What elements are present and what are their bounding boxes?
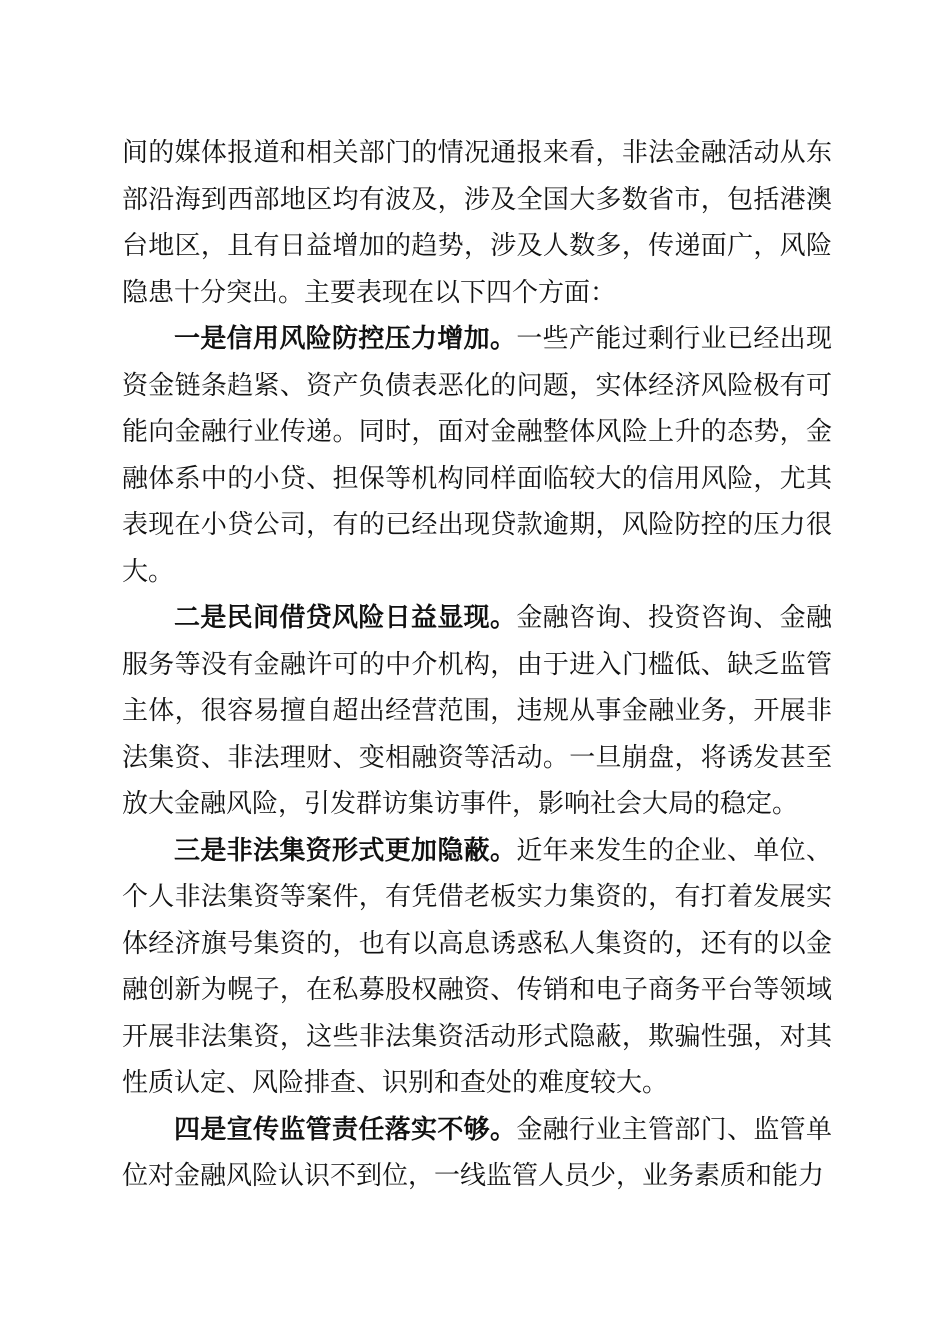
paragraph-text: 金融行业主管部门、监管单位对金融风险认识不到位，一线监管人员少，业务素质和能力	[122, 1114, 832, 1191]
paragraph-text: 一些产能过剩行业已经出现资金链条趋紧、资产负债表恶化的问题，实体经济风险极有可能向金融行业传递。同时，面对金融整体风险上升的态势，金融体系中的小贷、担保等机构同样面临较大的信用风险，尤其表现在小贷公司，有的已经出现贷款逾期，风险防控的压力很大。	[122, 324, 832, 587]
paragraph-text: 近年来发生的企业、单位、个人非法集资等案件，有凭借老板实力集资的，有打着发展实体经济旗号集资的，也有以高息诱惑私人集资的，还有的以金融创新为幌子，在私募股权融资、传销和电子商务平台等领域开展非法集资，这些非法集资活动形式隐蔽，欺骗性强，对其性质认定、风险排查、识别和查处的难度较大。	[122, 835, 832, 1098]
paragraph-supervision-responsibility	[122, 1107, 832, 1200]
paragraph-credit-risk	[122, 316, 832, 595]
paragraph-text: 间的媒体报道和相关部门的情况通报来看，非法金融活动从东部沿海到西部地区均有波及，涉及全国大多数省市，包括港澳台地区，且有日益增加的趋势，涉及人数多，传递面广，风险隐患十分突出。主要表现在以下四个方面：	[122, 138, 832, 308]
paragraph-heading: 一是信用风险防控压力增加。	[174, 324, 517, 354]
paragraph-text: 金融咨询、投资咨询、金融服务等没有金融许可的中介机构，由于进入门槛低、缺乏监管主体，很容易擅自超出经营范围，违规从事金融业务，开展非法集资、非法理财、变相融资等活动。一旦崩盘，将诱发甚至放大金融风险，引发群访集访事件，影响社会大局的稳定。	[122, 603, 832, 819]
document-body	[122, 130, 832, 1200]
paragraph-heading: 二是民间借贷风险日益显现。	[174, 603, 517, 633]
paragraph-intro-continuation	[122, 130, 832, 316]
paragraph-heading: 四是宣传监管责任落实不够。	[174, 1114, 517, 1145]
paragraph-private-lending-risk	[122, 595, 832, 828]
paragraph-illegal-fundraising	[122, 828, 832, 1107]
paragraph-heading: 三是非法集资形式更加隐蔽。	[174, 835, 517, 866]
